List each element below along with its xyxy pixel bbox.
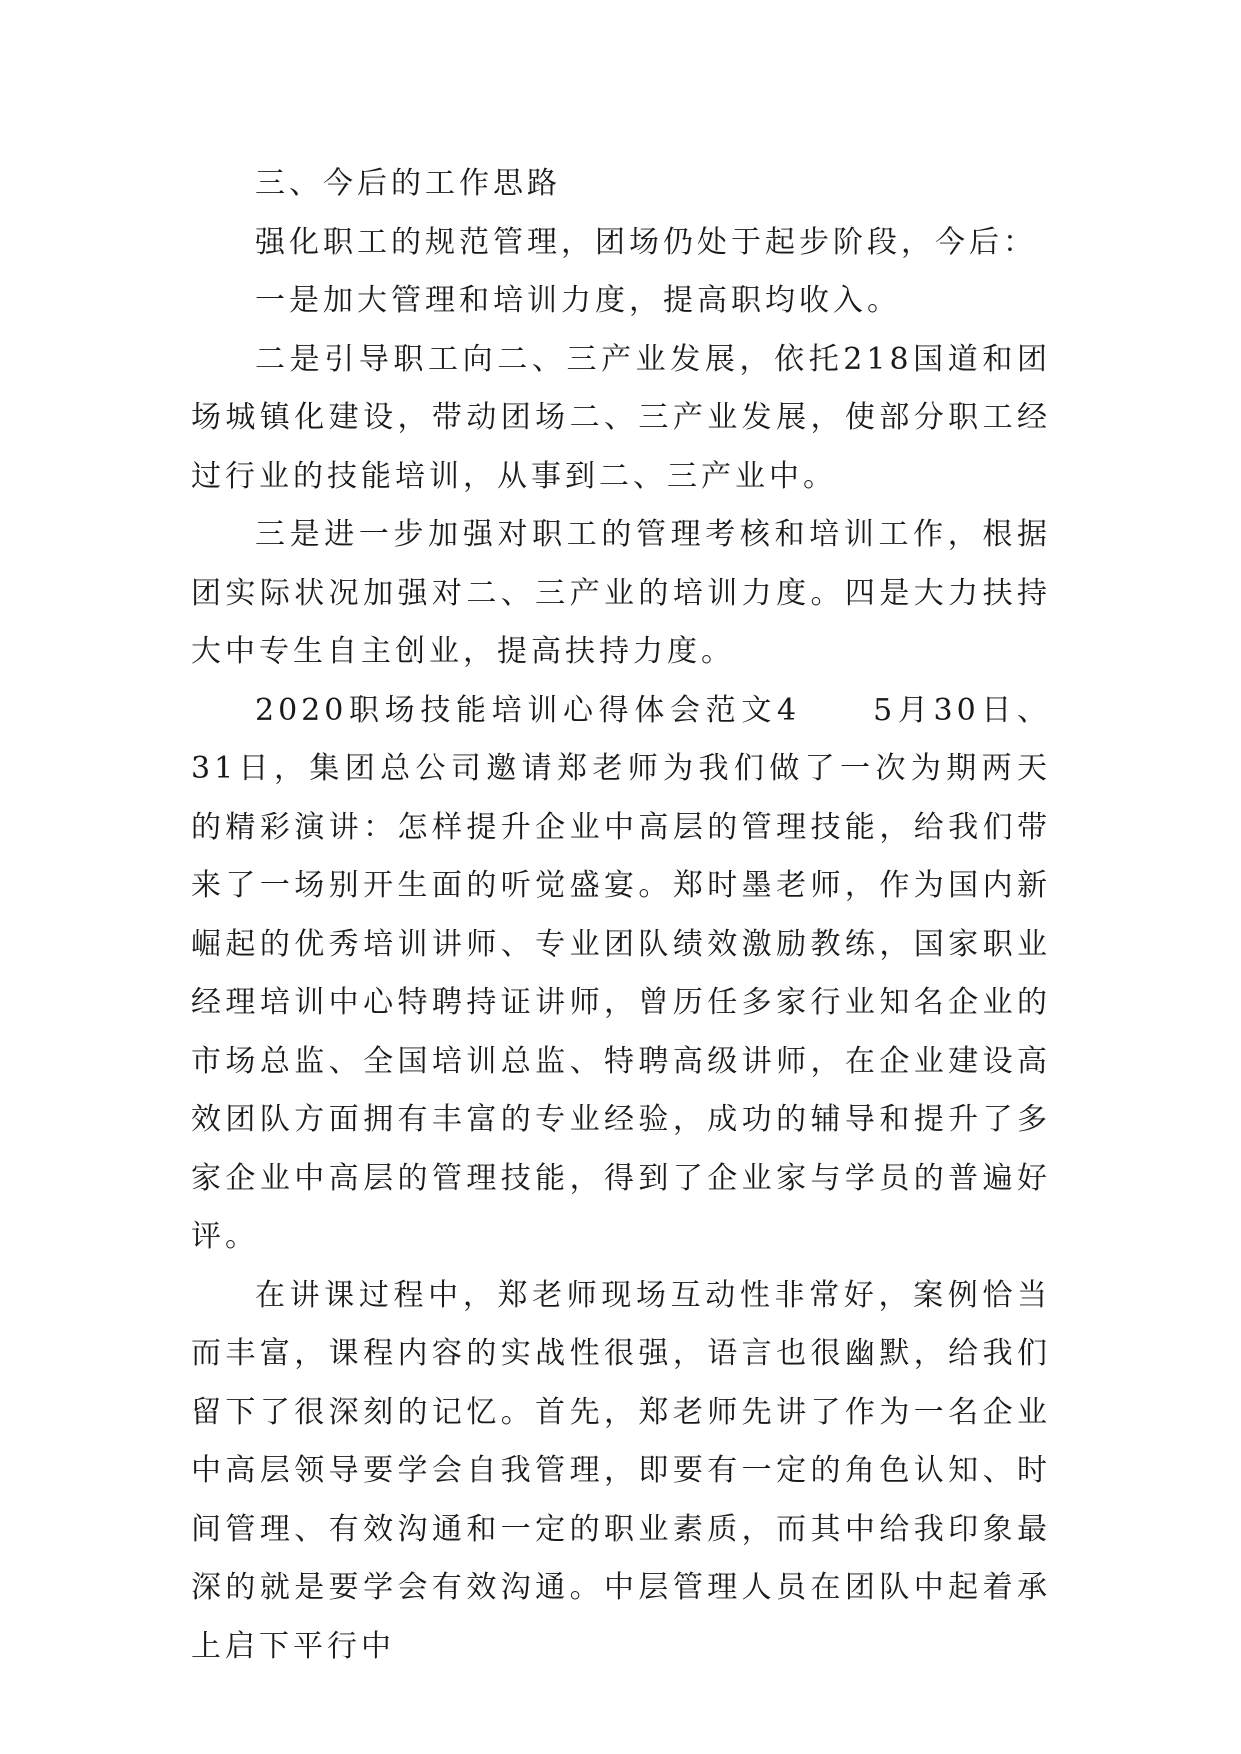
paragraph-3: 二是引导职工向二、三产业发展，依托218国道和团场城镇化建设，带动团场二、三产业发展，使部分职工经过行业的技能培训，从事到二、三产业中。 [191,341,1051,494]
paragraph-2: 一是加大管理和培训力度，提高职均收入。 [255,283,901,318]
paragraph-5: 2020职场技能培训心得体会范文4 5月30日、31日，集团总公司邀请郑老师为我们做了一次为期两天的精彩演讲：怎样提升企业中高层的管理技能，给我们带来了一场别开生面的听觉盛宴。郑时墨老师，作为国内新崛起的优秀培训讲师、专业团队绩效激励教练，国家职业经理培训中心特聘持证讲师，曾历任多家行业知名企业的市场总监、全国培训总监、特聘高级讲师，在企业建设高效团队方面拥有丰富的专业经验，成功的辅导和提升了多家企业中高层的管理技能，得到了企业家与学员的普遍好评。 [191,692,1051,1254]
paragraph-4: 三是进一步加强对职工的管理考核和培训工作，根据团实际状况加强对二、三产业的培训力度。四是大力扶持大中专生自主创业，提高扶持力度。 [191,517,1051,669]
section-heading: 三、今后的工作思路 [255,166,561,201]
document-body [191,155,1051,1676]
paragraph-1: 强化职工的规范管理，团场仍处于起步阶段，今后： [255,224,1037,260]
paragraph-6: 在讲课过程中，郑老师现场互动性非常好，案例恰当而丰富，课程内容的实战性很强，语言也很幽默，给我们留下了很深刻的记忆。首先，郑老师先讲了作为一名企业中高层领导要学会自我管理，即要有一定的角色认知、时间管理、有效沟通和一定的职业素质，而其中给我印象最深的就是要学会有效沟通。中层管理人员在团队中起着承上启下平行中 [191,1277,1051,1664]
